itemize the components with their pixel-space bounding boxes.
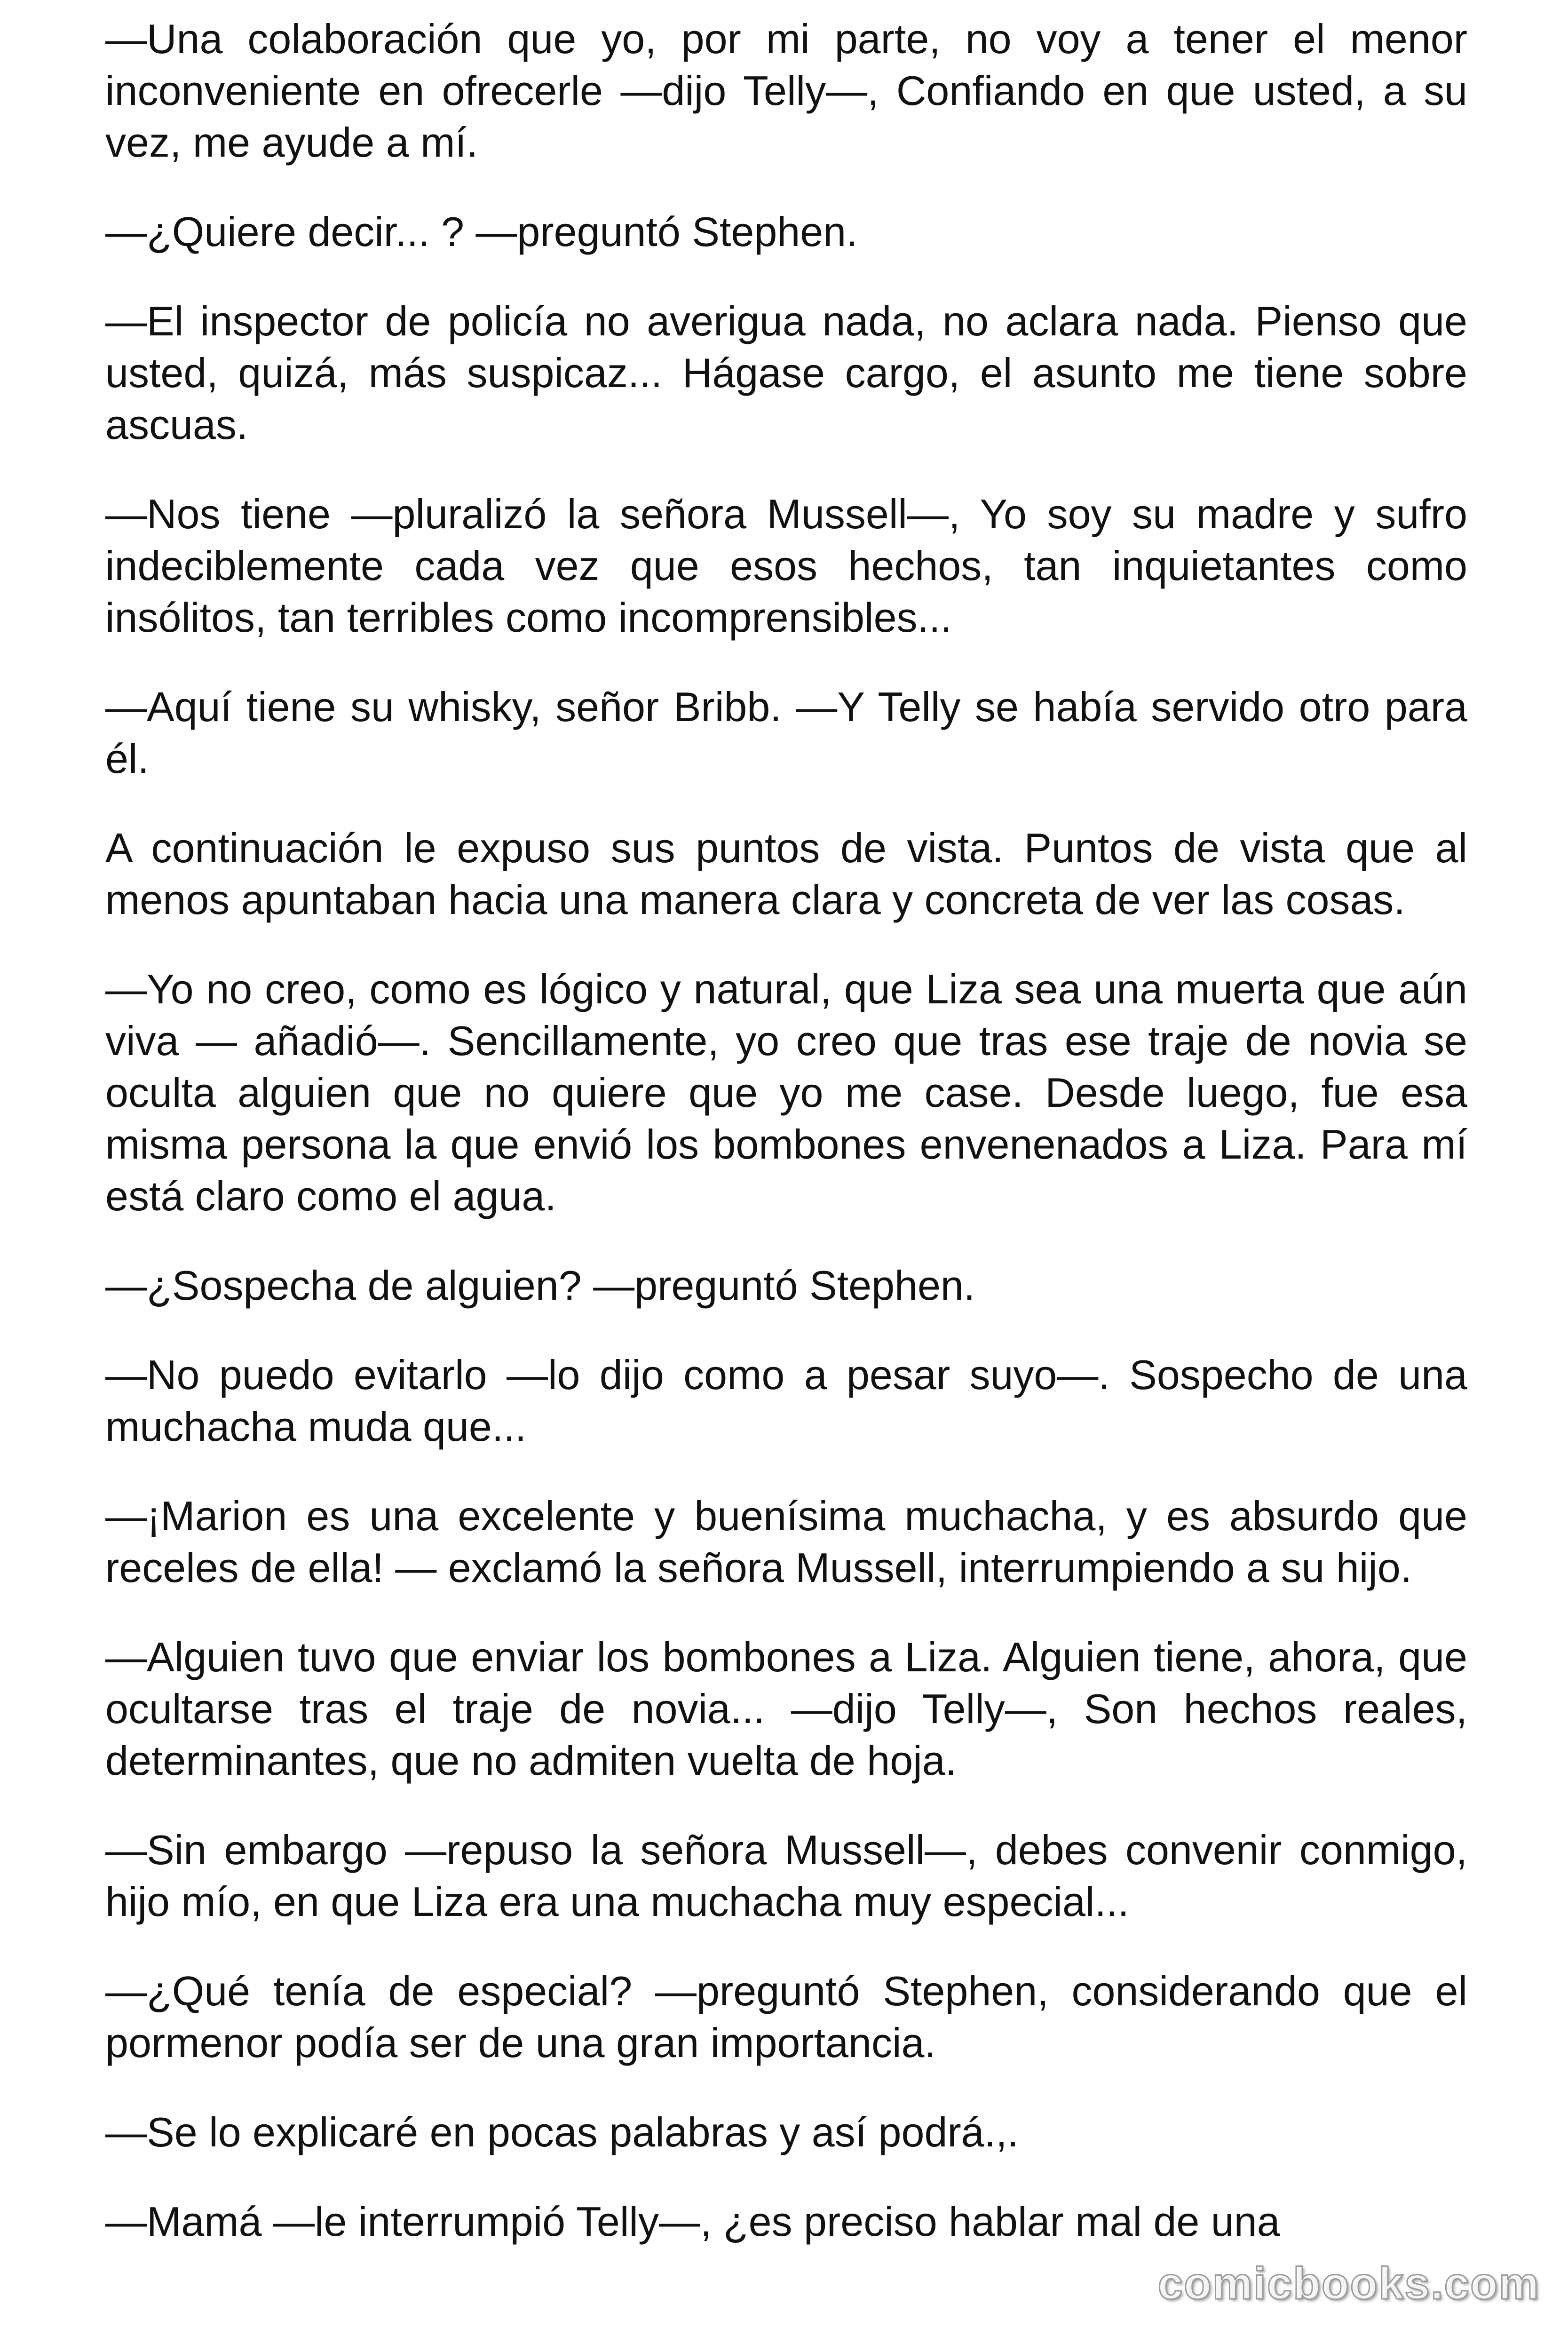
paragraph: —Aquí tiene su whisky, señor Bribb. —Y Telly se había servido otro para él.: [105, 683, 1467, 782]
paragraph: —Nos tiene —pluralizó la señora Mussell—, Yo soy su madre y sufro indeciblemente cada vez que esos hechos, tan inquietantes como insólitos, tan terribles como incomprensibles...: [105, 491, 1467, 641]
watermark-logo: comicbooks.com: [1157, 2258, 1540, 2309]
document-page: [105, 13, 1467, 2248]
paragraph: —¿Quiere decir... ? —preguntó Stephen.: [105, 208, 858, 255]
paragraph: —Yo no creo, como es lógico y natural, que Liza sea una muerta que aún viva — añadió—. Sencillamente, yo creo que tras ese traje de novia se oculta alguien que no quiere que yo me case. Desde luego, fue esa misma persona la que envió los bombones envenenados a Liza. Para mí está claro como el agua.: [105, 966, 1467, 1219]
paragraph: —¿Qué tenía de especial? —preguntó Stephen, considerando que el pormenor podía ser de una gran importancia.: [105, 1968, 1467, 2066]
paragraph: —Sin embargo —repuso la señora Mussell—, debes convenir conmigo, hijo mío, en que Liza era una muchacha muy especial...: [105, 1827, 1467, 1925]
paragraph: —Mamá —le interrumpió Telly—, ¿es preciso hablar mal de una: [105, 2198, 1280, 2245]
paragraph: —No puedo evitarlo —lo dijo como a pesar suyo—. Sospecho de una muchacha muda que...: [105, 1351, 1467, 1450]
paragraph: —¡Marion es una excelente y buenísima muchacha, y es absurdo que receles de ella! — exclamó la señora Mussell, interrumpiendo a su hijo.: [105, 1493, 1467, 1591]
paragraph: A continuación le expuso sus puntos de vista. Puntos de vista que al menos apuntaban hacia una manera clara y concreta de ver las cosas.: [105, 825, 1467, 923]
paragraph: —Alguien tuvo que enviar los bombones a Liza. Alguien tiene, ahora, que ocultarse tras el traje de novia... —dijo Telly—, Son hechos reales, determinantes, que no admiten vuelta de hoja.: [105, 1634, 1467, 1784]
paragraph: —Se lo explicaré en pocas palabras y así podrá.,.: [105, 2109, 1019, 2155]
paragraph: —¿Sospecha de alguien? —preguntó Stephen.: [105, 1262, 975, 1309]
paragraph: —Una colaboración que yo, por mi parte, no voy a tener el menor inconveniente en ofrecerle —dijo Telly—, Confiando en que usted, a su vez, me ayude a mí.: [105, 16, 1467, 166]
paragraph: —El inspector de policía no averigua nada, no aclara nada. Pienso que usted, quizá, más suspicaz... Hágase cargo, el asunto me tiene sobre ascuas.: [105, 298, 1467, 448]
